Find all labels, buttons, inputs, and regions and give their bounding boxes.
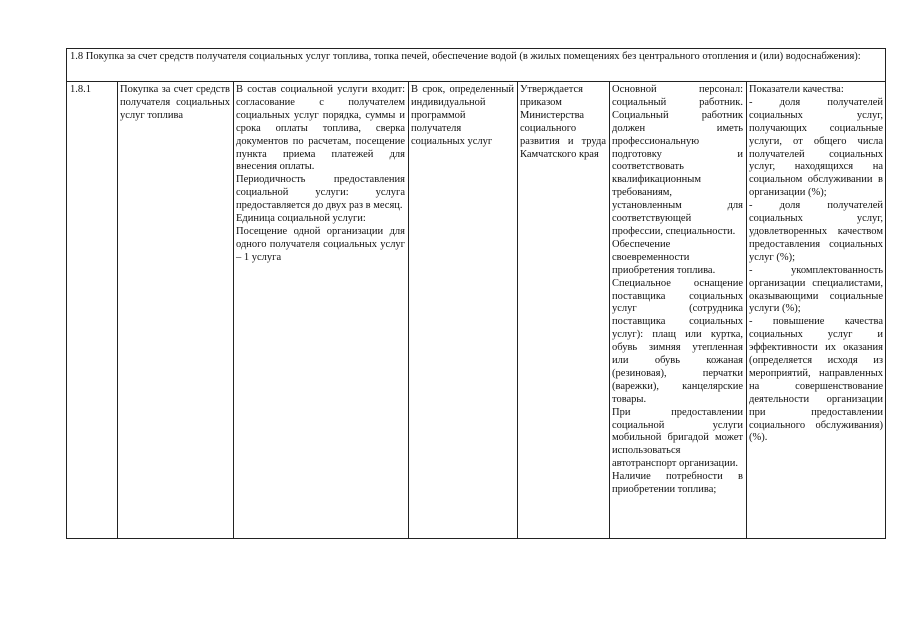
tariff-cell: [517, 83, 609, 161]
document-table: [66, 48, 886, 539]
conditions-paragraph: Обеспечение своевременности приобретения топлива.: [612, 238, 716, 276]
conditions-paragraph: Основной персонал: социальный работник. Социальный работник должен иметь профессиональную подготовку и соответствовать квалификационным требованиям, установленным для соответствующей профессии, специальности.: [612, 84, 743, 237]
quality-cell: [746, 83, 886, 445]
column-divider: [117, 82, 118, 538]
quality-indicator: - доля получателей социальных услуг, получающих социальные услуги, от общего числа получателей социальных услуг, находящихся на социальном обслуживании в организации (%);: [749, 96, 883, 199]
quality-indicator: - укомплектованность организации специалистами, оказывающими социальные услуги (%);: [749, 264, 883, 315]
conditions-cell: [609, 83, 746, 497]
row-number: 1.8.1: [70, 84, 91, 95]
description-paragraph: Посещение одной организации для одного получателя социальных услуг – 1 услуга: [236, 225, 405, 263]
section-header: 1.8 Покупка за счет средств получателя социальных услуг топлива, топка печей, обеспечение водой (в жилых помещениях без центрального отопления и (или) водоснабжения):: [67, 49, 885, 82]
conditions-paragraph: Наличие потребности в приобретении топлива;: [612, 471, 743, 496]
term-text: В срок, определенный индивидуальной программой получателя социальных услуг: [411, 84, 514, 147]
description-paragraph: Периодичность предоставления социальной услуги: услуга предоставляется до двух раз в месяц.: [236, 174, 405, 212]
conditions-paragraph: Специальное оснащение поставщика социальных услуг (сотрудника поставщика социальных услуг): плащ или куртка, обувь зимняя утепленная или обувь кожаная (резиновая), перчатки (варежки), канцелярские товары.: [612, 277, 743, 405]
description-cell: [233, 83, 408, 265]
service-name-cell: [117, 83, 233, 123]
service-name: Покупка за счет средств получателя социальных услуг топлива: [120, 84, 230, 121]
description-paragraph: В состав социальной услуги входит: согласование с получателем социальных услуг порядка, суммы и срока оплаты топлива, сверка документов по расчетам, посещение пункта приема платежей для внесения оплаты.: [236, 84, 405, 173]
column-divider: [408, 82, 409, 538]
quality-indicator: - повышение качества социальных услуг и эффективности их оказания (определяется исходя из мероприятий, направленных на совершенствование деятельности организации при предоставлении социального обслуживания) (%).: [749, 316, 883, 444]
tariff-text: Утверждается приказом Министерства социального развития и труда Камчатского края: [520, 84, 606, 160]
quality-indicator: - доля получателей социальных услуг, удовлетворенных качеством предоставления социальных услуг (%);: [749, 200, 883, 263]
term-cell: [408, 83, 517, 149]
quality-heading: Показатели качества:: [749, 84, 844, 95]
description-paragraph: Единица социальной услуги:: [236, 213, 366, 225]
conditions-paragraph: При предоставлении социальной услуги мобильной бригадой может использоваться автотранспорт организации.: [612, 406, 743, 470]
